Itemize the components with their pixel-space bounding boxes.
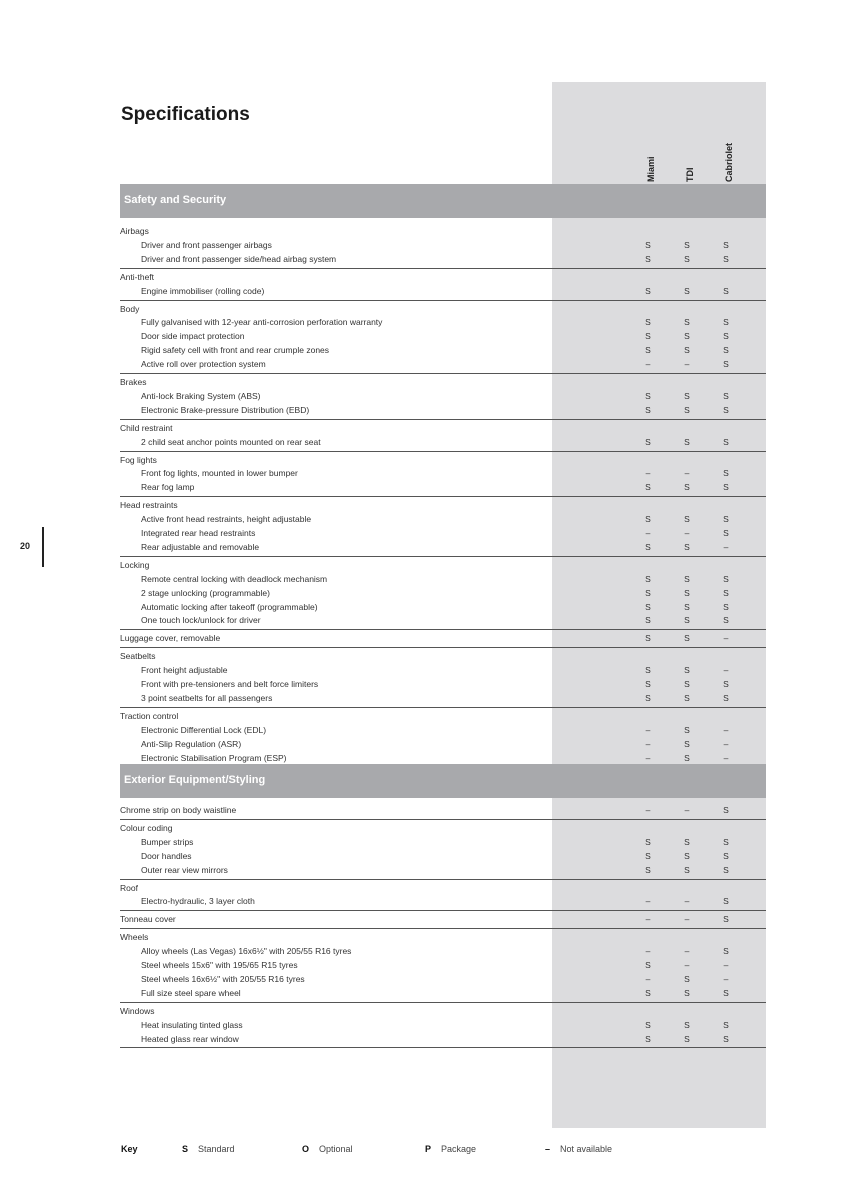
row-label: Heat insulating tinted glass (141, 1019, 243, 1030)
spec-row (120, 836, 766, 849)
spec-row (120, 467, 766, 480)
value-miami: S (645, 692, 651, 703)
value-tdi: S (684, 239, 690, 250)
value-tdi: S (684, 665, 690, 676)
value-cabriolet: S (723, 390, 729, 401)
value-cabriolet: S (723, 864, 729, 875)
value-tdi: S (684, 850, 690, 861)
group-wheels (120, 931, 766, 944)
group-divider (120, 928, 766, 929)
row-label: Electronic Stabilisation Program (ESP) (141, 752, 287, 763)
value-miami: – (645, 468, 651, 479)
row-label: Seatbelts (120, 651, 156, 662)
spec-row (120, 316, 766, 329)
value-cabriolet: S (723, 587, 729, 598)
group-divider (120, 496, 766, 497)
spec-row (120, 601, 766, 614)
value-miami: – (645, 738, 651, 749)
value-tdi: S (684, 987, 690, 998)
value-cabriolet: S (723, 528, 729, 538)
row-label: Active front head restraints, height adjustable (141, 514, 312, 525)
spec-row (120, 541, 766, 554)
row-label: Electro-hydraulic, 3 layer cloth (141, 896, 255, 907)
row-label: 3 point seatbelts for all passengers (141, 692, 273, 703)
spec-row (120, 973, 766, 986)
value-miami: – (645, 896, 651, 907)
group-child-restraint (120, 422, 766, 435)
value-tdi: S (684, 404, 690, 415)
value-tdi: – (684, 805, 690, 815)
spec-row (120, 895, 766, 908)
row-label: Locking (120, 559, 150, 570)
value-miami: S (645, 317, 651, 328)
spec-row (120, 404, 766, 417)
page-title: Specifications (121, 104, 250, 125)
group-divider (120, 268, 766, 269)
value-cabriolet: S (723, 914, 729, 925)
row-label: Anti-lock Braking System (ABS) (141, 390, 261, 401)
value-cabriolet: – (723, 665, 729, 676)
value-cabriolet: – (723, 724, 729, 735)
row-label: Luggage cover, removable (120, 633, 221, 644)
value-tdi: S (684, 724, 690, 735)
value-tdi: S (684, 692, 690, 703)
spec-row (120, 959, 766, 972)
section-title: Safety and Security (124, 194, 227, 206)
group-brakes (120, 376, 766, 389)
value-miami: – (645, 973, 651, 984)
row-label: Anti-theft (120, 271, 155, 282)
spec-row (120, 344, 766, 357)
value-cabriolet: – (723, 752, 729, 763)
value-tdi: – (684, 946, 690, 957)
value-tdi: S (684, 331, 690, 342)
group-tonneau-cover (120, 913, 766, 926)
row-label: Tonneau cover (120, 914, 176, 925)
spec-row (120, 1019, 766, 1032)
page-number: 20 (20, 541, 31, 551)
value-cabriolet: S (723, 615, 729, 626)
row-label: Brakes (120, 377, 147, 387)
value-tdi: S (684, 973, 690, 984)
value-miami: S (645, 239, 651, 250)
group-divider (120, 1047, 766, 1048)
group-airbags (120, 225, 766, 238)
spec-row (120, 692, 766, 705)
value-miami: S (645, 404, 651, 415)
value-cabriolet: S (723, 359, 729, 370)
spec-row (120, 573, 766, 586)
value-tdi: – (684, 960, 690, 970)
group-fog-lights (120, 454, 766, 467)
value-cabriolet: S (723, 345, 729, 356)
value-miami: S (645, 345, 651, 356)
group-luggage-cover-removable (120, 632, 766, 645)
section-header-safety-and-security (120, 184, 766, 218)
group-roof (120, 882, 766, 895)
value-tdi: S (684, 573, 690, 584)
row-label: Wheels (120, 932, 149, 943)
value-tdi: – (684, 468, 690, 479)
group-divider (120, 819, 766, 820)
row-label: Active roll over protection system (141, 359, 266, 370)
row-label: Steel wheels 15x6" with 195/65 R15 tyres (141, 960, 298, 970)
value-tdi: S (684, 615, 690, 626)
value-tdi: S (684, 345, 690, 356)
section-header-exterior-equipment-styling (120, 764, 766, 798)
value-miami: S (645, 573, 651, 584)
key-item-optional: O Optional (302, 1144, 353, 1154)
row-label: Door side impact protection (141, 331, 245, 342)
spec-row (120, 285, 766, 298)
value-cabriolet: S (723, 987, 729, 998)
key-label: Key (121, 1144, 138, 1154)
row-label: Roof (120, 882, 138, 893)
group-divider (120, 629, 766, 630)
value-cabriolet: S (723, 573, 729, 584)
value-tdi: – (684, 528, 690, 538)
value-cabriolet: S (723, 601, 729, 612)
row-label: Electronic Brake-pressure Distribution (EBD) (141, 404, 310, 415)
row-label: Integrated rear head restraints (141, 528, 256, 538)
value-tdi: S (684, 285, 690, 296)
value-miami: S (645, 482, 651, 493)
value-cabriolet: S (723, 285, 729, 296)
row-label: Body (120, 303, 140, 314)
value-tdi: S (684, 1019, 690, 1030)
spec-row (120, 390, 766, 403)
value-miami: – (645, 359, 651, 370)
group-divider (120, 373, 766, 374)
spec-row (120, 330, 766, 343)
row-label: Outer rear view mirrors (141, 864, 228, 875)
value-miami: – (645, 752, 651, 763)
value-cabriolet: – (723, 541, 729, 552)
value-tdi: S (684, 514, 690, 525)
value-cabriolet: S (723, 896, 729, 907)
value-tdi: S (684, 587, 690, 598)
value-cabriolet: S (723, 1019, 729, 1030)
spec-row (120, 664, 766, 677)
row-label: Door handles (141, 850, 192, 861)
value-miami: S (645, 390, 651, 401)
spec-row (120, 239, 766, 252)
value-miami: S (645, 1033, 651, 1044)
value-miami: S (645, 331, 651, 342)
spec-row (120, 945, 766, 958)
row-label: Engine immobiliser (rolling code) (141, 285, 265, 296)
row-label: 2 stage unlocking (programmable) (141, 587, 270, 598)
spec-row (120, 752, 766, 765)
row-label: Electronic Differential Lock (EDL) (141, 724, 267, 735)
value-cabriolet: S (723, 331, 729, 342)
value-cabriolet: – (723, 633, 729, 644)
spec-row (120, 987, 766, 1000)
row-label: Rear adjustable and removable (141, 541, 260, 552)
value-cabriolet: – (723, 738, 729, 749)
value-cabriolet: S (723, 514, 729, 525)
value-cabriolet: S (723, 1033, 729, 1044)
row-label: Automatic locking after takeoff (programmable) (141, 601, 318, 612)
value-tdi: S (684, 317, 690, 328)
value-miami: S (645, 285, 651, 296)
key-item-package: P Package (425, 1144, 477, 1154)
value-tdi: S (684, 1033, 690, 1044)
value-miami: S (645, 960, 651, 970)
row-label: Rigid safety cell with front and rear crumple zones (141, 345, 330, 356)
value-miami: – (645, 724, 651, 735)
value-tdi: S (684, 738, 690, 749)
value-miami: S (645, 601, 651, 612)
value-cabriolet: S (723, 692, 729, 703)
value-tdi: S (684, 864, 690, 875)
row-label: Fully galvanised with 12-year anti-corrosion perforation warranty (141, 317, 383, 328)
value-tdi: S (684, 482, 690, 493)
value-cabriolet: S (723, 239, 729, 250)
value-cabriolet: S (723, 317, 729, 328)
spec-row (120, 1033, 766, 1046)
group-divider (120, 419, 766, 420)
group-head-restraints (120, 499, 766, 512)
spec-row (120, 587, 766, 600)
row-label: Windows (120, 1005, 155, 1016)
value-tdi: S (684, 601, 690, 612)
value-tdi: S (684, 436, 690, 447)
value-tdi: S (684, 390, 690, 401)
value-miami: S (645, 587, 651, 598)
group-divider (120, 910, 766, 911)
row-label: Airbags (120, 226, 149, 236)
value-miami: S (645, 514, 651, 525)
value-miami: S (645, 633, 651, 644)
value-tdi: – (684, 359, 690, 370)
value-miami: S (645, 615, 651, 626)
value-miami: – (645, 914, 651, 925)
value-tdi: S (684, 679, 690, 689)
row-label: Front fog lights, mounted in lower bumper (141, 468, 298, 479)
value-cabriolet: S (723, 836, 729, 847)
value-tdi: – (684, 914, 690, 925)
value-miami: S (645, 1019, 651, 1030)
value-cabriolet: S (723, 404, 729, 415)
row-label: Front height adjustable (141, 665, 228, 676)
group-colour-coding (120, 822, 766, 835)
row-label: Traction control (120, 710, 179, 721)
value-tdi: S (684, 633, 690, 644)
value-tdi: S (684, 836, 690, 847)
spec-row (120, 358, 766, 371)
group-divider (120, 451, 766, 452)
value-miami: S (645, 665, 651, 676)
value-miami: – (645, 805, 651, 815)
value-tdi: S (684, 253, 690, 264)
value-miami: – (645, 528, 651, 538)
value-cabriolet: S (723, 253, 729, 264)
value-tdi: S (684, 541, 690, 552)
spec-row (120, 864, 766, 877)
group-divider (120, 879, 766, 880)
value-miami: S (645, 864, 651, 875)
row-label: Driver and front passenger side/head airbag system (141, 253, 337, 264)
key-item-not-available: – Not available (545, 1144, 613, 1154)
spec-row (120, 253, 766, 266)
group-divider (120, 647, 766, 648)
group-body (120, 303, 766, 316)
group-divider (120, 707, 766, 708)
row-label: Fog lights (120, 454, 157, 465)
value-miami: S (645, 541, 651, 552)
group-windows (120, 1005, 766, 1018)
value-miami: – (645, 946, 651, 957)
group-divider (120, 1002, 766, 1003)
row-label: Head restraints (120, 500, 178, 511)
spec-row (120, 678, 766, 691)
value-miami: S (645, 850, 651, 861)
group-chrome-strip-on-body-waistline (120, 804, 766, 817)
group-divider (120, 300, 766, 301)
row-label: 2 child seat anchor points mounted on rear seat (141, 436, 321, 447)
value-miami: S (645, 253, 651, 264)
row-label: Heated glass rear window (141, 1033, 239, 1044)
value-miami: S (645, 436, 651, 447)
value-cabriolet: S (723, 946, 729, 957)
key-item-standard: S Standard (182, 1144, 235, 1154)
spec-row (120, 481, 766, 494)
group-divider (120, 556, 766, 557)
row-label: Full size steel spare wheel (141, 987, 241, 998)
column-header-tdi: TDI (685, 167, 695, 182)
group-seatbelts (120, 650, 766, 663)
value-miami: S (645, 836, 651, 847)
value-cabriolet: S (723, 850, 729, 861)
section-title: Exterior Equipment/Styling (124, 774, 266, 786)
value-cabriolet: – (723, 973, 729, 984)
group-traction-control (120, 710, 766, 723)
row-label: Rear fog lamp (141, 482, 195, 493)
row-label: Driver and front passenger airbags (141, 239, 272, 250)
row-label: Colour coding (120, 822, 173, 833)
row-label: Bumper strips (141, 836, 194, 847)
row-label: Front with pre-tensioners and belt force limiters (141, 679, 319, 689)
row-label: Steel wheels 16x6½" with 205/55 R16 tyres (141, 973, 305, 984)
value-cabriolet: S (723, 436, 729, 447)
value-miami: S (645, 679, 651, 689)
spec-row (120, 513, 766, 526)
page-number-divider (42, 527, 44, 567)
value-miami: S (645, 987, 651, 998)
row-label: Child restraint (120, 422, 173, 433)
spec-row (120, 614, 766, 627)
column-header-miami: Miami (646, 156, 656, 182)
value-cabriolet: S (723, 468, 729, 479)
spec-row (120, 738, 766, 751)
spec-row (120, 850, 766, 863)
row-label: One touch lock/unlock for driver (141, 615, 261, 626)
value-cabriolet: S (723, 805, 729, 815)
spec-row (120, 527, 766, 540)
value-cabriolet: S (723, 679, 729, 689)
spec-row (120, 436, 766, 449)
value-cabriolet: S (723, 482, 729, 493)
value-cabriolet: – (723, 960, 729, 970)
group-locking (120, 559, 766, 572)
column-header-cabriolet: Cabriolet (724, 142, 734, 182)
row-label: Alloy wheels (Las Vegas) 16x6½" with 205/55 R16 tyres (141, 946, 352, 957)
value-tdi: – (684, 896, 690, 907)
spec-row (120, 724, 766, 737)
group-anti-theft (120, 271, 766, 284)
row-label: Remote central locking with deadlock mechanism (141, 573, 328, 584)
value-tdi: S (684, 752, 690, 763)
row-label: Chrome strip on body waistline (120, 805, 237, 815)
row-label: Anti-Slip Regulation (ASR) (141, 738, 242, 749)
